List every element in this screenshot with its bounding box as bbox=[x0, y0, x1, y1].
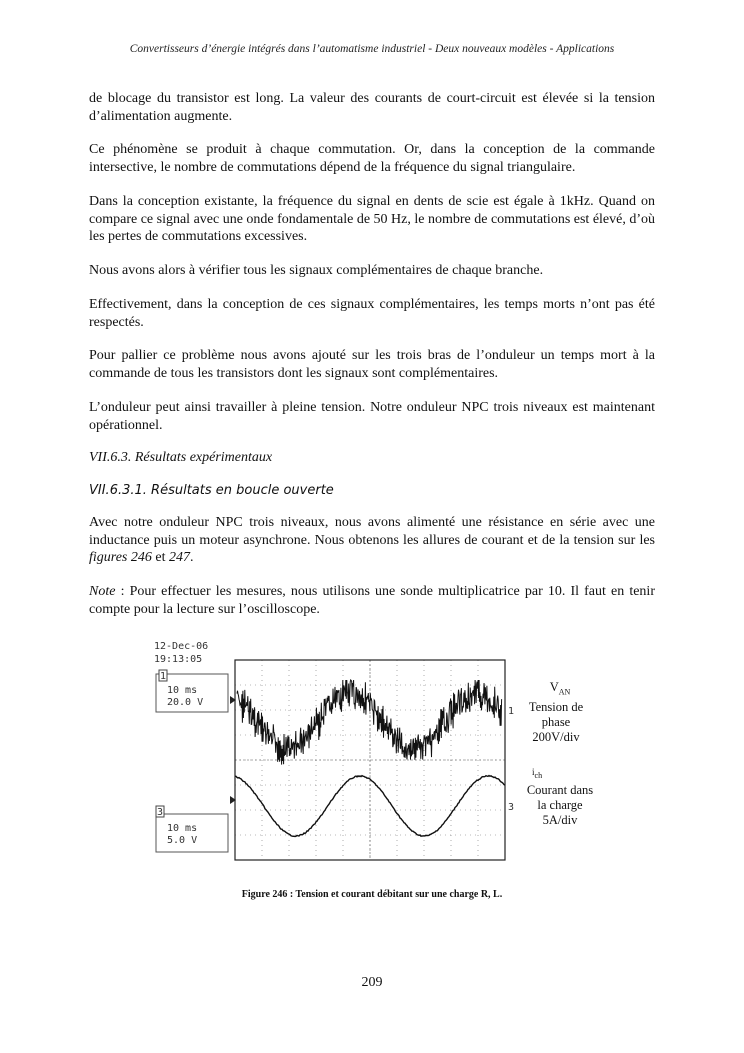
paragraph-3: Dans la conception existante, la fréquence du signal en dents de scie est égale à 1kHz. Quand on compare ce signal avec une onde fondamentale de 50 Hz, le nombre de commutations est élevé, d’où les pertes de commutations excessives. bbox=[89, 194, 656, 244]
figure-ref-246: figures 246 bbox=[89, 550, 152, 565]
figure-ref-247: 247 bbox=[168, 550, 190, 565]
section-heading-vii-6-3-1: VII.6.3.1. Résultats en boucle ouverte bbox=[89, 483, 334, 498]
phase-voltage-trace bbox=[237, 680, 502, 765]
paragraph-2: Ce phénomène se produit à chaque commutation. Or, dans la conception de la commande intersective, le nombre de commutations dépend de la fréquence du signal triangulaire. bbox=[89, 142, 655, 175]
paragraph-8: Avec notre onduleur NPC trois niveaux, nous avons alimenté une résistance en série avec une inductance puis un moteur asynchrone. Nous obtenons les allures de courant et de la tension sur les figures 246 et 247. bbox=[89, 515, 655, 565]
paragraph-7: L’onduleur peut ainsi travailler à pleine tension. Notre onduleur NPC trois niveaux est maintenant opérationnel. bbox=[89, 400, 655, 433]
label-van: $V_{AN}$ Tension de phase 200V/div bbox=[516, 680, 596, 745]
oscilloscope-grid bbox=[235, 660, 505, 860]
page-number: 209 bbox=[361, 975, 383, 990]
paragraph-5: Effectivement, dans la conception de ces signaux complémentaires, les temps morts n’ont pas été respectés. bbox=[89, 297, 655, 330]
osc-date: 12-Dec-06 bbox=[154, 641, 209, 652]
note-label: Note bbox=[89, 584, 116, 599]
label-scale-2: 5A/div bbox=[542, 812, 578, 827]
ch1-volt-div: 20.0 V bbox=[167, 697, 204, 708]
paragraph-1: de blocage du transistor est long. La valeur des courants de court-circuit est élevée si la tension d’alimentation augmente. bbox=[89, 91, 655, 124]
ch3-volt-div: 5.0 V bbox=[167, 835, 198, 846]
ch1-right-marker: 1 bbox=[508, 706, 515, 717]
osc-time: 19:13:05 bbox=[154, 654, 203, 665]
ch1-time-div: 10 ms bbox=[167, 685, 198, 696]
label-phase: phase bbox=[541, 714, 571, 729]
ch3-marker: 3 bbox=[157, 807, 164, 818]
oscilloscope-figure bbox=[150, 638, 590, 870]
running-header: Convertisseurs d’énergie intégrés dans l’automatisme industriel - Deux nouveaux modèles - Applications bbox=[129, 43, 615, 55]
note-paragraph: Note : Pour effectuer les mesures, nous utilisons une sonde multiplicatrice par 10. Il faut en tenir compte pour la lecture sur l’oscilloscope. bbox=[89, 584, 655, 617]
label-courant: Courant dans bbox=[526, 782, 594, 797]
label-scale-1: 200V/div bbox=[532, 729, 580, 744]
figure-caption: Figure 246 : Tension et courant débitant sur une charge R, L. bbox=[241, 889, 503, 900]
ch1-marker: 1 bbox=[160, 671, 167, 682]
label-charge: la charge bbox=[537, 797, 583, 812]
label-tension: Tension de bbox=[528, 699, 584, 714]
paragraph-4: Nous avons alors à vérifier tous les signaux complémentaires de chaque branche. bbox=[89, 263, 544, 278]
label-ich: $i_{ch}$ Courant dans la charge 5A/div bbox=[520, 765, 600, 828]
paragraph-6: Pour pallier ce problème nous avons ajouté sur les trois bras de l’onduleur un temps mort à la commande de tous les transistors dont les signaux sont complémentaires. bbox=[89, 348, 655, 381]
ch3-time-div: 10 ms bbox=[167, 823, 198, 834]
ch3-right-marker: 3 bbox=[508, 802, 515, 813]
section-heading-vii-6-3: VII.6.3. Résultats expérimentaux bbox=[89, 450, 273, 465]
